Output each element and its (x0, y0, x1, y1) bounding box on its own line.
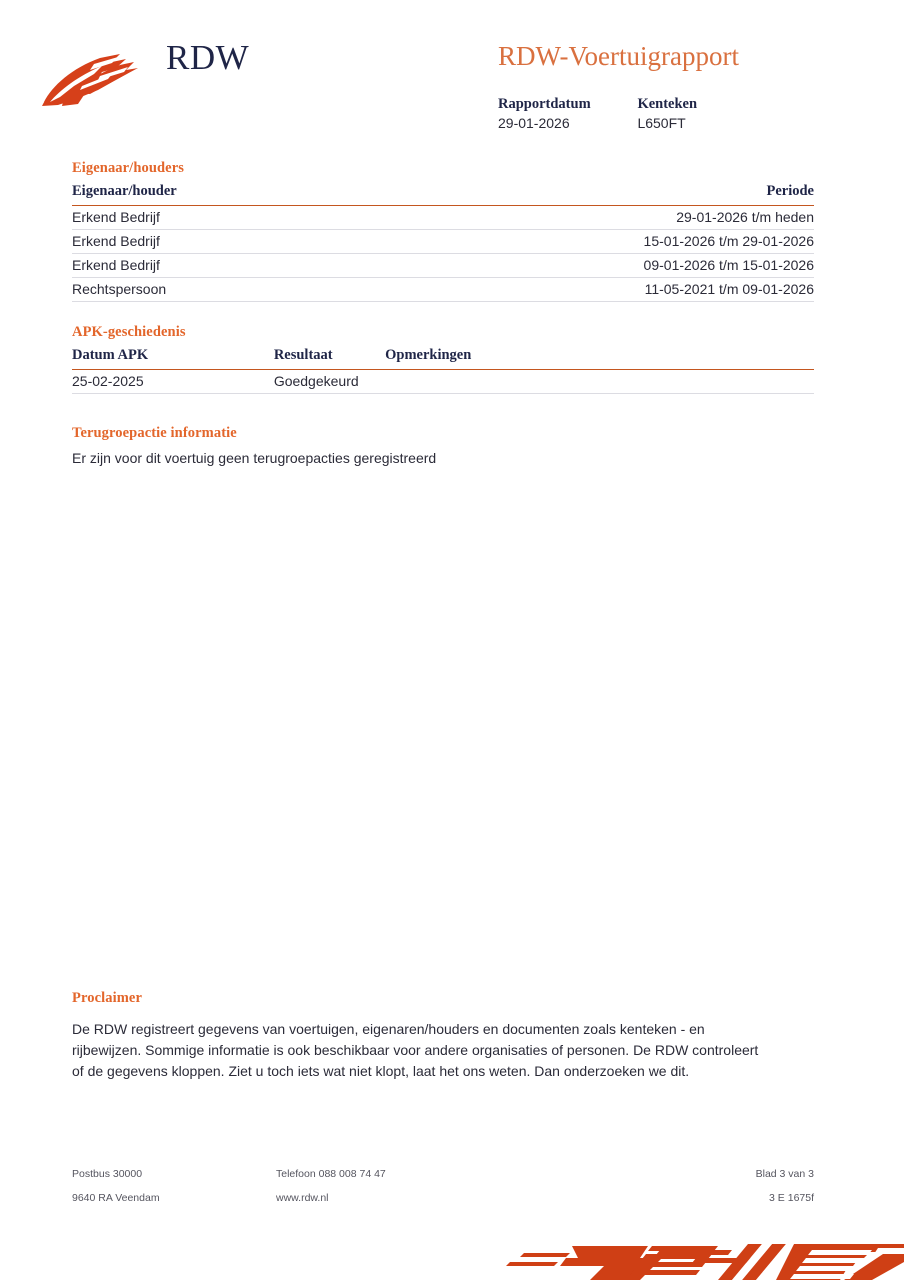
owner-holder: Erkend Bedrijf (72, 206, 517, 230)
license-plate-value: L650FT (637, 115, 686, 131)
table-row (72, 206, 814, 230)
owner-holder: Erkend Bedrijf (72, 230, 517, 254)
apk-col-remarks: Opmerkingen (385, 347, 814, 370)
document-footer (72, 1168, 814, 1216)
owner-period: 15-01-2026 t/m 29-01-2026 (517, 230, 814, 254)
owners-col-holder: Eigenaar/houder (72, 183, 517, 206)
owner-holder: Rechtspersoon (72, 278, 517, 302)
footer-phone: Telefoon 088 008 74 47 (276, 1168, 386, 1180)
table-row (72, 278, 814, 302)
owner-period: 09-01-2026 t/m 15-01-2026 (517, 254, 814, 278)
owners-col-period: Periode (517, 183, 814, 206)
footer-page-indicator: Blad 3 van 3 (755, 1168, 814, 1180)
apk-date: 25-02-2025 (72, 370, 274, 394)
owners-table-header-row (72, 183, 814, 206)
recall-section (72, 425, 814, 469)
recall-section-title: Terugroepactie informatie (72, 425, 237, 441)
footer-form-code: 3 E 1675f (769, 1192, 814, 1204)
table-row (72, 230, 814, 254)
disclaimer-section-title: Proclaimer (72, 990, 142, 1006)
owners-section (72, 160, 814, 302)
rdw-speed-stripes-graphic (500, 1218, 904, 1280)
owner-period: 29-01-2026 t/m heden (517, 206, 814, 230)
apk-section-title: APK-geschiedenis (72, 324, 186, 340)
report-meta (498, 96, 697, 134)
table-row (72, 370, 814, 394)
footer-city: 9640 RA Veendam (72, 1192, 160, 1204)
document-header (0, 0, 904, 150)
license-plate-block (637, 96, 697, 134)
disclaimer-section (72, 990, 814, 1082)
footer-row-top (72, 1168, 814, 1192)
rdw-logo-icon (42, 52, 164, 108)
report-date-label: Rapportdatum (498, 96, 591, 112)
owner-period: 11-05-2021 t/m 09-01-2026 (517, 278, 814, 302)
apk-remarks (385, 370, 814, 394)
owners-table (72, 183, 814, 302)
report-date-value: 29-01-2026 (498, 115, 570, 131)
footer-website[interactable]: www.rdw.nl (276, 1192, 329, 1204)
table-row (72, 254, 814, 278)
recall-text: Er zijn voor dit voertuig geen terugroepacties geregistreerd (72, 450, 437, 466)
apk-col-date: Datum APK (72, 347, 274, 370)
apk-table (72, 347, 814, 394)
license-plate-label: Kenteken (637, 96, 698, 112)
apk-history-section (72, 324, 814, 394)
apk-table-header-row (72, 347, 814, 370)
apk-result: Goedgekeurd (274, 370, 385, 394)
footer-po-box: Postbus 30000 (72, 1168, 143, 1180)
footer-row-bottom (72, 1192, 814, 1216)
owners-section-title: Eigenaar/houders (72, 160, 184, 176)
owner-holder: Erkend Bedrijf (72, 254, 517, 278)
apk-col-result: Resultaat (274, 347, 385, 370)
page-title: RDW-Voertuigrapport (498, 41, 739, 71)
rdw-wordmark: RDW (166, 38, 250, 77)
report-date-block (498, 96, 633, 134)
disclaimer-text: De RDW registreert gegevens van voertuigen, eigenaren/houders en documenten zoals kenteken - en rijbewijzen. Sommige informatie is ook beschikbaar voor andere organisaties of personen. De RDW controleert of de gegevens kloppen. Ziet u toch iets wat niet klopt, laat het ons weten. Dan onderzoeken we dit. (72, 1021, 759, 1079)
